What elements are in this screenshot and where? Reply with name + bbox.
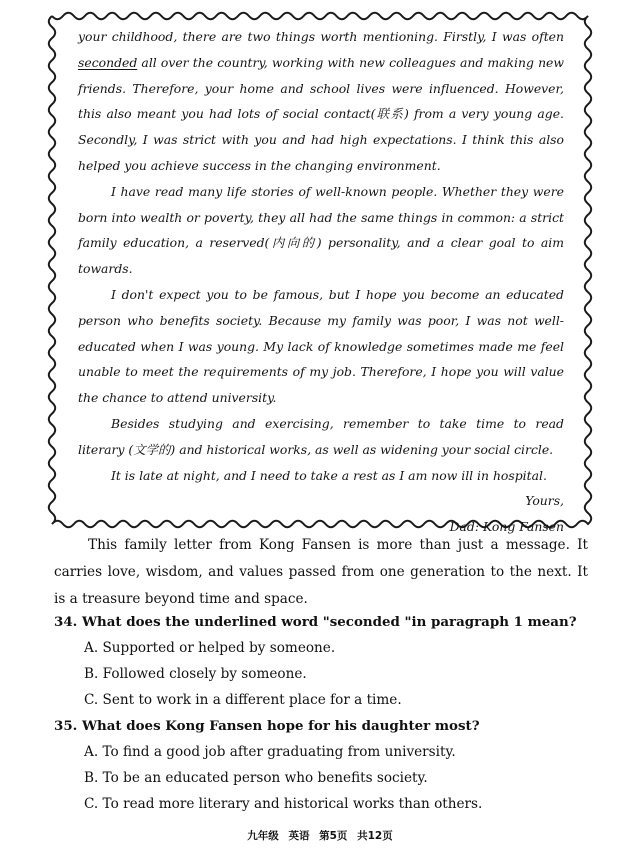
question-35-option-a: A. To find a good job after graduating from university. xyxy=(84,744,456,760)
letter-paragraph-5: It is late at night, and I need to take a rest as I am now ill in hospital. xyxy=(111,467,547,483)
underlined-word-seconded: seconded xyxy=(78,54,138,70)
passage-paragraph: This family letter from Kong Fansen is more than just a message. It carries love, wisdom, and values passed from one generation to the next. It is a treasure beyond time and space. xyxy=(54,537,588,607)
footer-page: 第5页 xyxy=(319,830,348,842)
footer-grade: 九年级 xyxy=(247,830,279,842)
question-35-option-b: B. To be an educated person who benefits society. xyxy=(84,770,428,786)
question-stem: 34. What does the underlined word "seconded "in paragraph 1 mean? xyxy=(54,614,577,630)
passage-conclusion xyxy=(54,532,588,613)
question-34-option-c: C. Sent to work in a different place for a time. xyxy=(84,692,402,708)
question-34-option-a: A. Supported or helped by someone. xyxy=(84,640,336,656)
letter-paragraph-1: your childhood, there are two things worth mentioning. Firstly, I was often seconded all over the country, working with new colleagues and making new friends. Therefore, your home and school lives were influenced. However, this also meant you had lots of social contact(联系) from a very young age. Secondly, I was strict with you and had high expectations. I think this also helped you achieve success in the changing environment. xyxy=(78,29,564,173)
letter-paragraph-4: Besides studying and exercising, remember to take time to read literary (文学的) and historical works, as well as widening your social circle. xyxy=(78,415,564,457)
question-34-option-b: B. Followed closely by someone. xyxy=(84,666,307,682)
question-35 xyxy=(54,716,614,737)
letter-closing: Yours, xyxy=(525,493,564,509)
footer-subject: 英语 xyxy=(288,830,310,842)
footer-total: 共12页 xyxy=(357,830,393,842)
question-34 xyxy=(54,612,614,633)
letter-paragraph-2: I have read many life stories of well-known people. Whether they were born into wealth or poverty, they all had the same things in common: a strict family education, a reserved(内向的) personality, and a clear goal to aim towards. xyxy=(78,183,564,277)
letter-paragraph-3: I don't expect you to be famous, but I hope you become an educated person who benefits society. Because my family was poor, I was not well-educated when I was young. My lack of knowledge sometimes made me feel unable to meet the requirements of my job. Therefore, I hope you will value the chance to attend university. xyxy=(78,286,564,406)
letter-signature: Dad: Kong Fansen xyxy=(449,519,564,535)
question-stem: 35. What does Kong Fansen hope for his daughter most? xyxy=(54,718,480,734)
letter-body xyxy=(78,24,564,540)
question-35-option-c: C. To read more literary and historical works than others. xyxy=(84,796,483,812)
page-footer xyxy=(0,828,640,843)
